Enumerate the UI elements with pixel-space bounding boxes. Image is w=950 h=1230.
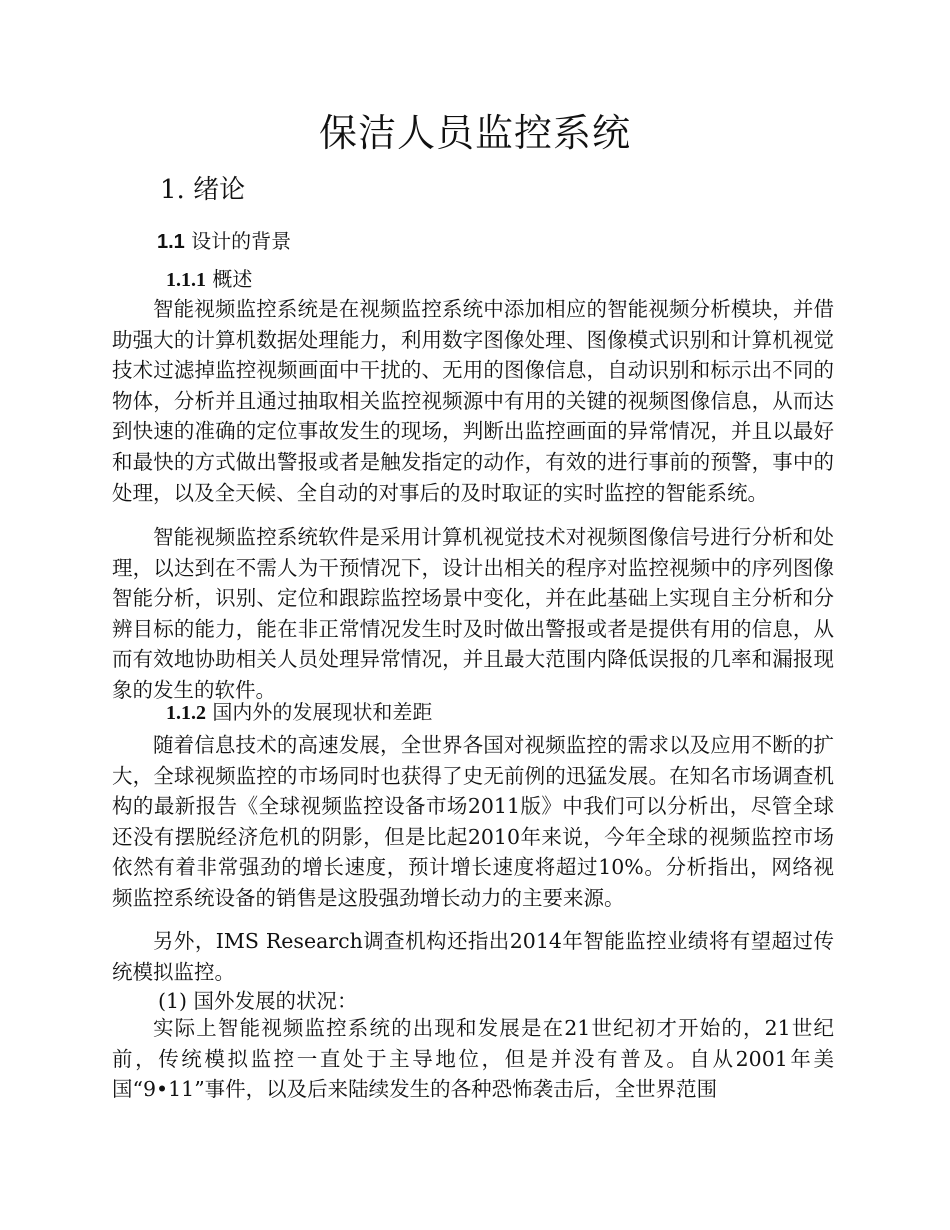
paragraph-overview-2: 智能视频监控系统软件是采用计算机视觉技术对视频图像信号进行分析和处理，以达到在不需人为干预情况下，设计出相关的程序对监控视频中的序列图像智能分析，识别、定位和跟踪监控场景中变化，并在此基础上实现自主分析和分辨目标的能力，能在非正常情况发生时及时做出警报或者是提供有用的信息，从而有效地协助相关人员处理异常情况，并且最大范围内降低误报的几率和漏报现象的发生的软件。 [112, 525, 834, 702]
subsection-label: 国内外的发展现状和差距 [212, 700, 433, 724]
section-label: 设计的背景 [191, 229, 292, 253]
paragraph-overview-1: 智能视频监控系统是在视频监控系统中添加相应的智能视频分析模块，并借助强大的计算机数据处理能力，利用数字图像处理、图像模式识别和计算机视觉技术过滤掉监控视频画面中干扰的、无用的图像信息，自动识别和标示出不同的物体，分析并且通过抽取相关监控视频源中有用的关键的视频图像信息，从而达到快速的准确的定位事故发生的现场，判断出监控画面的异常情况，并且以最好和最快的方式做出警报或者是触发指定的动作，有效的进行事前的预警，事中的处理，以及全天候、全自动的对事后的及时取证的实时监控的智能系统。 [112, 297, 834, 505]
section-heading [157, 226, 291, 257]
paragraph-development-1: 随着信息技术的高速发展，全世界各国对视频监控的需求以及应用不断的扩大，全球视频监控的市场同时也获得了史无前例的迅猛发展。在知名市场调查机构的最新报告《全球视频监控设备市场2011版》中我们可以分析出，尽管全球还没有摆脱经济危机的阴影，但是比起2010年来说，今年全球的视频监控市场依然有着非常强劲的增长速度，预计增长速度将超过10%。分析指出，网络视频监控系统设备的销售是这股强劲增长动力的主要来源。 [112, 733, 834, 910]
subsection-heading-overview [166, 264, 252, 295]
document-title: 保洁人员监控系统 [318, 111, 631, 155]
paragraph-foreign-status: 实际上智能视频监控系统的出现和发展是在21世纪初才开始的，21世纪前，传统模拟监控一直处于主导地位，但是并没有普及。自从2001年美国“9•11”事件，以及后来陆续发生的各种恐怖袭击后，全世界范围 [112, 1016, 834, 1102]
subsection-label: 概述 [212, 267, 253, 291]
subsection-heading-development [166, 697, 432, 728]
chapter-heading: 1. 绪论 [160, 175, 246, 205]
section-number: 1.1 [157, 231, 185, 253]
subsection-number: 1.1.2 [166, 702, 206, 724]
subheading-foreign-status: (1) 国外发展的状况： [158, 989, 358, 1013]
paragraph-development-2: 另外，IMS Research调查机构还指出2014年智能监控业绩将有望超过传统模拟监控。 [112, 929, 834, 984]
subsection-number: 1.1.1 [166, 269, 206, 291]
